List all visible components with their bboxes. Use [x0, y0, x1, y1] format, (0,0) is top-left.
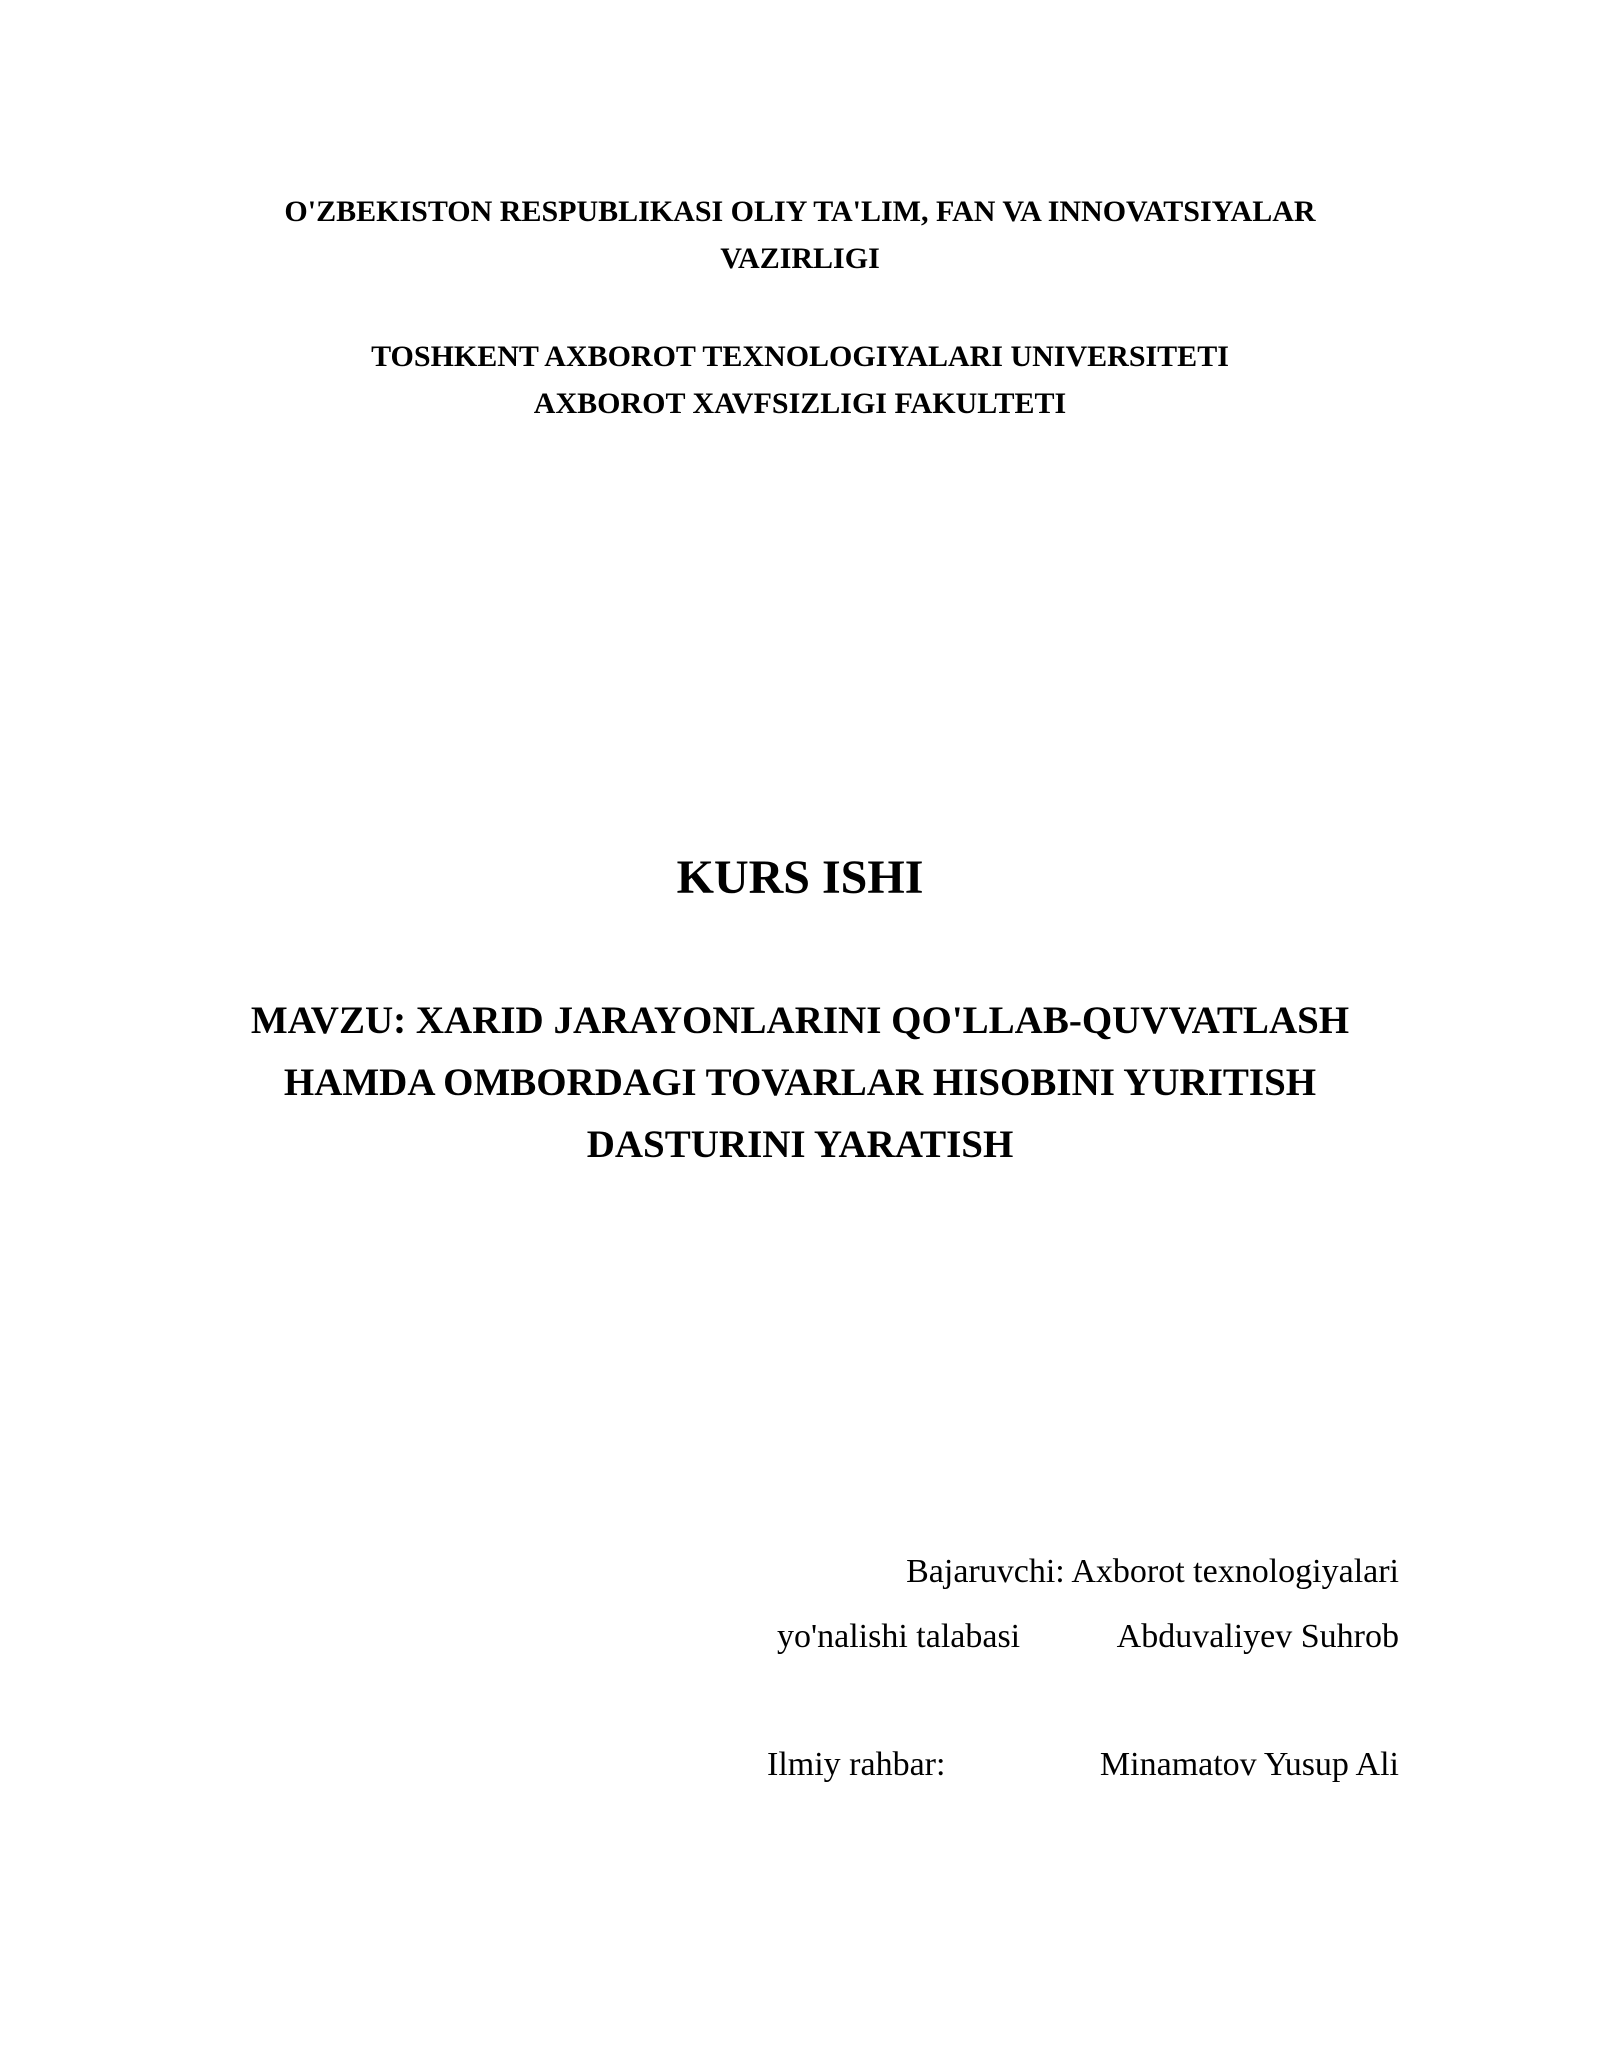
performer-name: Abduvaliyev Suhrob — [1116, 1618, 1399, 1655]
performer-field-label: yo'nalishi talabasi — [777, 1618, 1021, 1655]
document-type-title: KURS ISHI — [676, 851, 924, 904]
supervisor-label: Ilmiy rahbar: — [767, 1746, 946, 1783]
topic-title — [0, 990, 1600, 1176]
ministry-line-1: O'ZBEKISTON RESPUBLIKASI OLIY TA'LIM, FAN VA INNOVATSIYALAR — [284, 195, 1316, 228]
ministry-line-2: VAZIRLIGI — [720, 242, 880, 275]
performer-line: Bajaruvchi: Axborot texnologiyalari — [906, 1553, 1399, 1590]
topic-line-2: HAMDA OMBORDAGI TOVARLAR HISOBINI YURITISH — [283, 1061, 1317, 1104]
faculty-name: AXBOROT XAVFSIZLIGI FAKULTETI — [533, 387, 1067, 420]
topic-line-3: DASTURINI YARATISH — [586, 1123, 1014, 1166]
university-heading — [0, 333, 1600, 427]
ministry-heading — [0, 188, 1600, 282]
supervisor-name: Minamatov Yusup Ali — [1099, 1746, 1399, 1783]
university-name: TOSHKENT AXBOROT TEXNOLOGIYALARI UNIVERSITETI — [371, 340, 1229, 373]
topic-line-1: MAVZU: XARID JARAYONLARINI QO'LLAB-QUVVATLASH — [250, 999, 1350, 1042]
